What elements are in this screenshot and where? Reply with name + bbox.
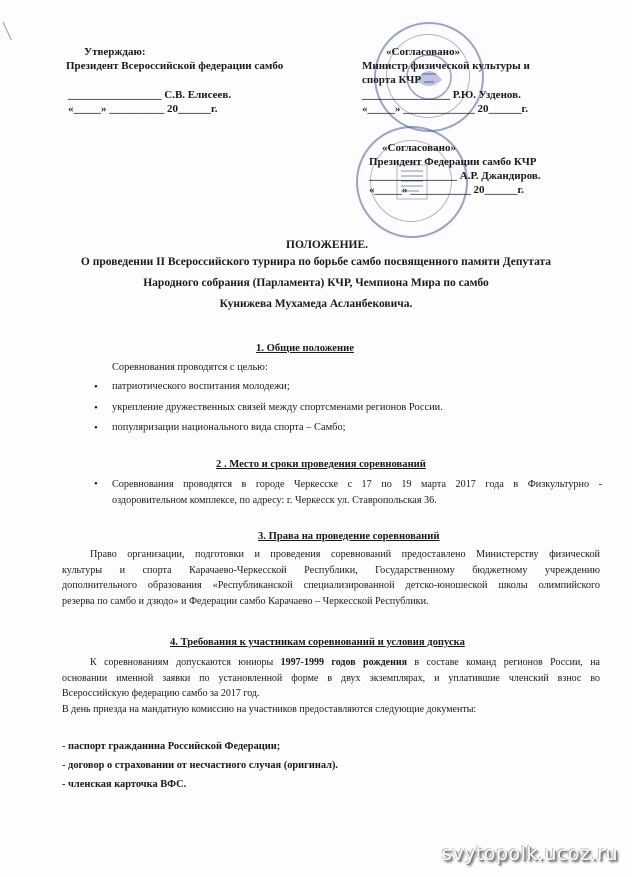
- scan-mark: [2, 16, 24, 40]
- section3-heading: 3. Права на проведение соревнований: [258, 531, 440, 542]
- agreed1-line1: «Согласовано»: [386, 46, 460, 58]
- list-item: • укрепление дружественных связей между спортсменами регионов России.: [94, 402, 443, 414]
- list-item: [94, 477, 602, 509]
- agreed2-signature: ________________ А.Р. Джандиров.: [369, 170, 541, 182]
- title-line3: Кунижева Мухамеда Асланбековича.: [219, 298, 413, 310]
- paragraph-line: К соревнованиям допускаются юниоры 1997-1999 годов рождения в составе команд регионов России, на: [90, 657, 600, 668]
- bullet-icon: •: [94, 422, 98, 434]
- doc-item-insurance: - договор о страховании от несчастного случая (оригинал).: [62, 760, 339, 771]
- title-line1: О проведении II Всероссийского турнира по борьбе самбо посвященного памяти Депутата: [80, 256, 552, 268]
- paragraph-line: дополнительного образования «Республиканской специализированной детско-юношеской школы олимпийского: [62, 580, 600, 591]
- section3-paragraph: [62, 547, 600, 609]
- list-item: • популяризации национального вида спорта – Самбо;: [94, 422, 346, 434]
- section1-intro: Соревнования проводятся с целью:: [112, 362, 268, 373]
- bullet-icon: •: [94, 478, 98, 490]
- section2-line2: оздоровительном комплексе, по адресу: г. Черкесск ул. Ставропольская 36.: [112, 495, 437, 506]
- bullet-icon: •: [94, 402, 98, 414]
- approval-date: «_____» __________ 20______г.: [68, 103, 218, 115]
- approval-line2: Президент Всероссийской федерации самбо: [66, 60, 284, 72]
- section1-heading: 1. Общие положение: [256, 343, 354, 354]
- doc-item-passport: - паспорт гражданина Российской Федерации;: [62, 741, 281, 752]
- paragraph-line: основании именной заявки по установленной форме в двух экземплярах, и уплатившие членский взнос во: [62, 672, 600, 684]
- doc-item-member-card: - членская карточка ВФС.: [62, 779, 187, 790]
- agreed1-date: «_____» _____________ 20______г.: [362, 103, 529, 115]
- paragraph-line: культуры и спорта Карачаево-Черкесской Республики, Государственному бюджетному учреждению: [62, 564, 600, 576]
- agreed1-signature: ________________ Р.Ю. Узденов.: [362, 89, 521, 101]
- section4-heading: 4. Требования к участникам соревнований и условия допуска: [170, 637, 465, 648]
- agreed1-line3: спорта КЧР: [362, 74, 422, 86]
- document-heading: ПОЛОЖЕНИЕ.: [286, 239, 369, 251]
- paragraph-line: резерва по самбо и дзюдо» и Федерации самбо Карачаево – Черкесской Республики.: [62, 595, 429, 607]
- paragraph-line: В день приезда на мандатную комиссию на участников предоставляются следующие документы:: [62, 703, 477, 715]
- list-item: • патриотического воспитания молодежи;: [94, 381, 290, 393]
- site-watermark: svytopolk.ucoz.ru: [442, 843, 618, 865]
- approval-line1: Утверждаю:: [84, 46, 146, 58]
- approval-signature: _________________ С.В. Елисеев.: [68, 89, 232, 101]
- title-line2: Народного собрания (Парламента) КЧР, Чемпиона Мира по самбо: [143, 277, 489, 289]
- agreed1-line2: Министр физической культуры и: [362, 60, 530, 72]
- paragraph-line: Всероссийскую федерацию самбо за 2017 год.: [62, 688, 260, 699]
- section4-paragraph: [62, 655, 600, 717]
- agreed2-line1: «Согласовано»: [382, 142, 456, 154]
- section2-heading: 2 . Место и сроки проведения соревнований: [216, 459, 426, 470]
- paragraph-line: Право организации, подготовки и проведения соревнований предоставлено Министерству физической: [90, 549, 600, 560]
- agreed2-date: «_____» ___________ 20______г.: [369, 184, 525, 196]
- section2-line1: Соревнования проводятся в городе Черкесске с 17 по 19 марта 2017 года в Физкультурно -: [112, 479, 602, 490]
- agreed2-line2: Президент Федерации самбо КЧР: [369, 156, 537, 168]
- bullet-icon: •: [94, 381, 98, 393]
